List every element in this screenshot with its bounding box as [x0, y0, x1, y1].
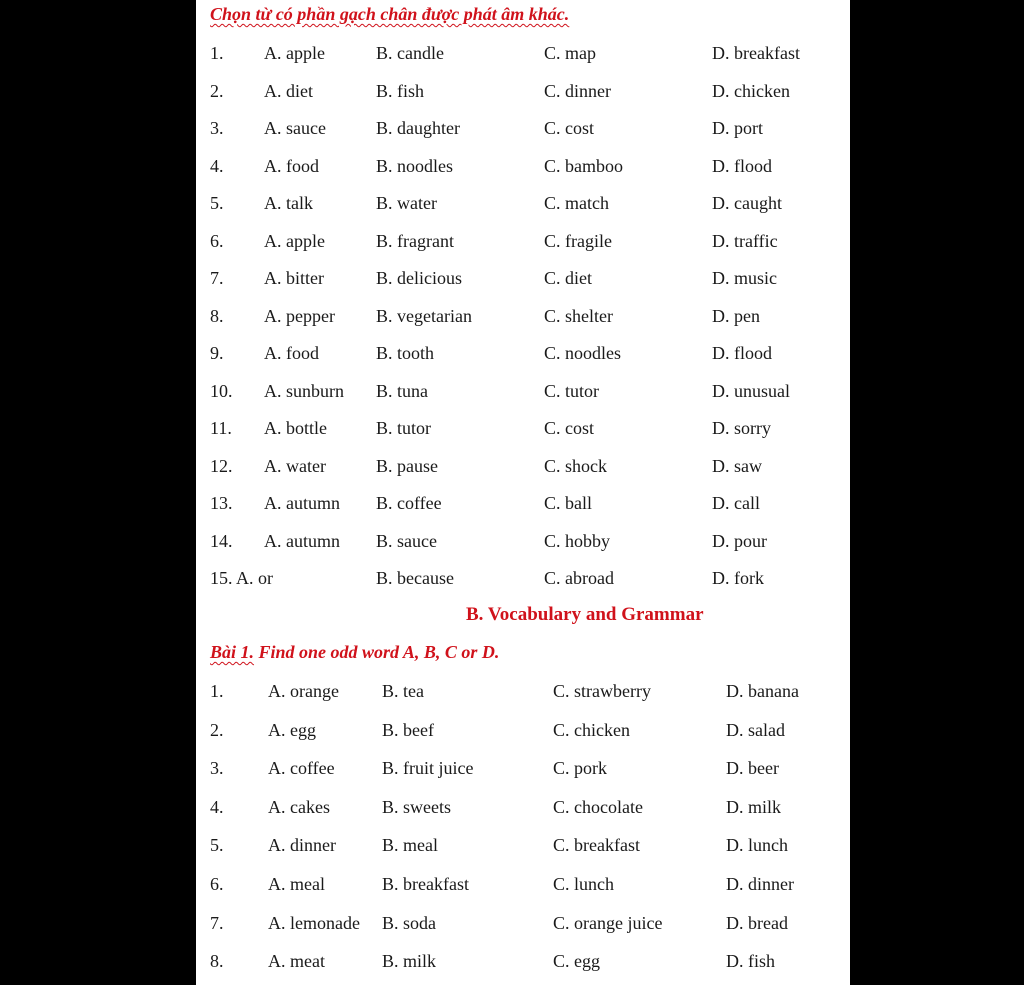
option-a: A. apple [264, 43, 325, 63]
question-row [196, 526, 850, 556]
question-row [196, 563, 850, 593]
question-number: 7. [210, 268, 224, 288]
option-a: A. food [264, 155, 319, 176]
option-b: B. sweets [382, 796, 451, 817]
option-d: D. saw [712, 455, 762, 476]
question-number: 11. [210, 418, 232, 438]
question-number: 3. [210, 758, 224, 779]
option-b: B. daughter [376, 118, 460, 138]
option-c: C. fragile [544, 230, 612, 251]
question-number: 1. [210, 43, 224, 63]
option-a: A. bitter [264, 268, 324, 288]
exercise-1-title [210, 642, 499, 663]
option-c: C. abroad [544, 568, 614, 588]
option-a: A. dinner [268, 835, 336, 856]
option-c: C. dinner [544, 80, 611, 101]
option-b: B. coffee [376, 493, 442, 513]
option-d: D. music [712, 268, 777, 288]
option-b: B. breakfast [382, 874, 469, 894]
option-c: C. pork [553, 758, 607, 779]
option-d: D. breakfast [712, 43, 800, 63]
question-row [196, 301, 850, 331]
option-b: B. meal [382, 835, 438, 856]
question-row [196, 488, 850, 518]
option-c: C. orange juice [553, 912, 663, 933]
option-c: C. bamboo [544, 155, 623, 176]
option-b: B. milk [382, 951, 437, 972]
option-c: C. noodles [544, 343, 622, 363]
option-d: D. fish [726, 951, 775, 972]
question-number: 2. [210, 80, 224, 101]
question-number: 6. [210, 874, 224, 894]
option-c: C. diet [544, 268, 592, 288]
option-c: C. tutor [544, 380, 600, 401]
section-a-title: Chọn từ có phần gạch chân được phát âm khác. [210, 4, 570, 24]
question-number: 5. [210, 193, 224, 213]
option-d: D. flood [712, 343, 772, 363]
question-number: 1. [210, 681, 224, 701]
option-b: B. tuna [376, 380, 428, 401]
option-a: A. meal [268, 874, 325, 894]
option-d: D. call [712, 493, 760, 513]
question-row [196, 792, 850, 822]
option-b: B. delicious [376, 268, 462, 288]
option-d: D. milk [726, 796, 782, 817]
option-a: A. cakes [268, 796, 330, 817]
question-row [196, 263, 850, 293]
option-b: B. beef [382, 719, 434, 740]
option-d: D. port [712, 118, 763, 138]
option-d: D. lunch [726, 835, 788, 856]
question-row [196, 451, 850, 481]
question-number: 13. [210, 493, 233, 513]
option-d: D. pen [712, 305, 760, 326]
question-row [196, 715, 850, 745]
question-row [196, 830, 850, 860]
question-number: 4. [210, 796, 224, 817]
option-b: B. tutor [376, 418, 432, 438]
option-b: B. water [376, 193, 437, 213]
option-c: C. strawberry [553, 681, 651, 701]
question-row [196, 226, 850, 256]
question-row [196, 869, 850, 899]
option-d: D. pour [712, 530, 767, 551]
option-d: D. traffic [712, 230, 778, 251]
option-d: D. salad [726, 719, 785, 740]
option-d: D. fork [712, 568, 764, 588]
option-b: B. sauce [376, 530, 437, 551]
question-row [196, 946, 850, 976]
question-row [196, 338, 850, 368]
question-row [196, 76, 850, 106]
question-number: 9. [210, 343, 224, 363]
section-b-title: B. Vocabulary and Grammar [466, 604, 704, 625]
option-b: B. fish [376, 80, 425, 101]
question-number: 14. [210, 530, 233, 551]
option-b: B. candle [376, 43, 444, 63]
exercise-instruction: Find one odd word A, B, C or D. [254, 642, 500, 662]
question-number: 2. [210, 719, 224, 740]
question-row [196, 188, 850, 218]
option-a: A. talk [264, 193, 313, 213]
option-a: A. sauce [264, 118, 326, 138]
option-a: A. pepper [264, 305, 335, 326]
question-row [196, 676, 850, 706]
option-d: D. banana [726, 681, 799, 701]
question-number: 7. [210, 912, 224, 933]
option-c: C. lunch [553, 874, 614, 894]
question-row [196, 753, 850, 783]
option-c: C. match [544, 193, 609, 213]
question-number: 4. [210, 155, 224, 176]
question-row [196, 376, 850, 406]
option-c: C. cost [544, 118, 595, 138]
option-c: C. chocolate [553, 796, 643, 817]
question-number: 8. [210, 951, 224, 972]
option-d: D. beer [726, 758, 779, 779]
option-d: D. chicken [712, 80, 790, 101]
worksheet-page [196, 0, 850, 985]
option-c: C. egg [553, 951, 600, 972]
option-b: B. because [376, 568, 454, 588]
option-b: B. soda [382, 912, 436, 933]
option-a: A. food [264, 343, 319, 363]
option-c: C. cost [544, 418, 595, 438]
question-row [196, 413, 850, 443]
option-c: C. chicken [553, 719, 630, 740]
option-c: C. map [544, 43, 596, 63]
option-c: C. breakfast [553, 835, 640, 856]
option-a: A. autumn [264, 493, 340, 513]
option-b: B. tea [382, 681, 424, 701]
question-number: 10. [210, 380, 233, 401]
option-c: C. ball [544, 493, 592, 513]
question-number: 5. [210, 835, 224, 856]
question-row [196, 908, 850, 938]
option-a: A. bottle [264, 418, 327, 438]
option-a: A. water [264, 455, 326, 476]
option-d: D. unusual [712, 380, 790, 401]
option-d: D. sorry [712, 418, 771, 438]
option-c: C. shelter [544, 305, 613, 326]
option-a: A. egg [268, 719, 316, 740]
option-b: B. vegetarian [376, 305, 472, 326]
option-b: B. fruit juice [382, 758, 474, 779]
question-row [196, 151, 850, 181]
question-number: 3. [210, 118, 224, 138]
question-number: 15. A. or [210, 568, 273, 588]
option-a: A. orange [268, 681, 339, 701]
option-d: D. bread [726, 912, 788, 933]
option-d: D. flood [712, 155, 772, 176]
exercise-label: Bài 1. [210, 642, 255, 662]
option-b: B. noodles [376, 155, 454, 176]
option-a: A. diet [264, 80, 313, 101]
option-a: A. meat [268, 951, 325, 972]
option-a: A. sunburn [264, 380, 344, 401]
question-number: 8. [210, 305, 224, 326]
option-a: A. coffee [268, 758, 335, 779]
option-d: D. caught [712, 193, 782, 213]
option-b: B. pause [376, 455, 438, 476]
option-d: D. dinner [726, 874, 794, 894]
option-c: C. hobby [544, 530, 611, 551]
question-row [196, 113, 850, 143]
question-row [196, 38, 850, 68]
option-b: B. fragrant [376, 230, 454, 251]
option-a: A. apple [264, 230, 325, 251]
option-a: A. lemonade [268, 912, 360, 933]
question-number: 12. [210, 455, 233, 476]
option-c: C. shock [544, 455, 607, 476]
question-number: 6. [210, 230, 224, 251]
option-b: B. tooth [376, 343, 435, 363]
option-a: A. autumn [264, 530, 340, 551]
